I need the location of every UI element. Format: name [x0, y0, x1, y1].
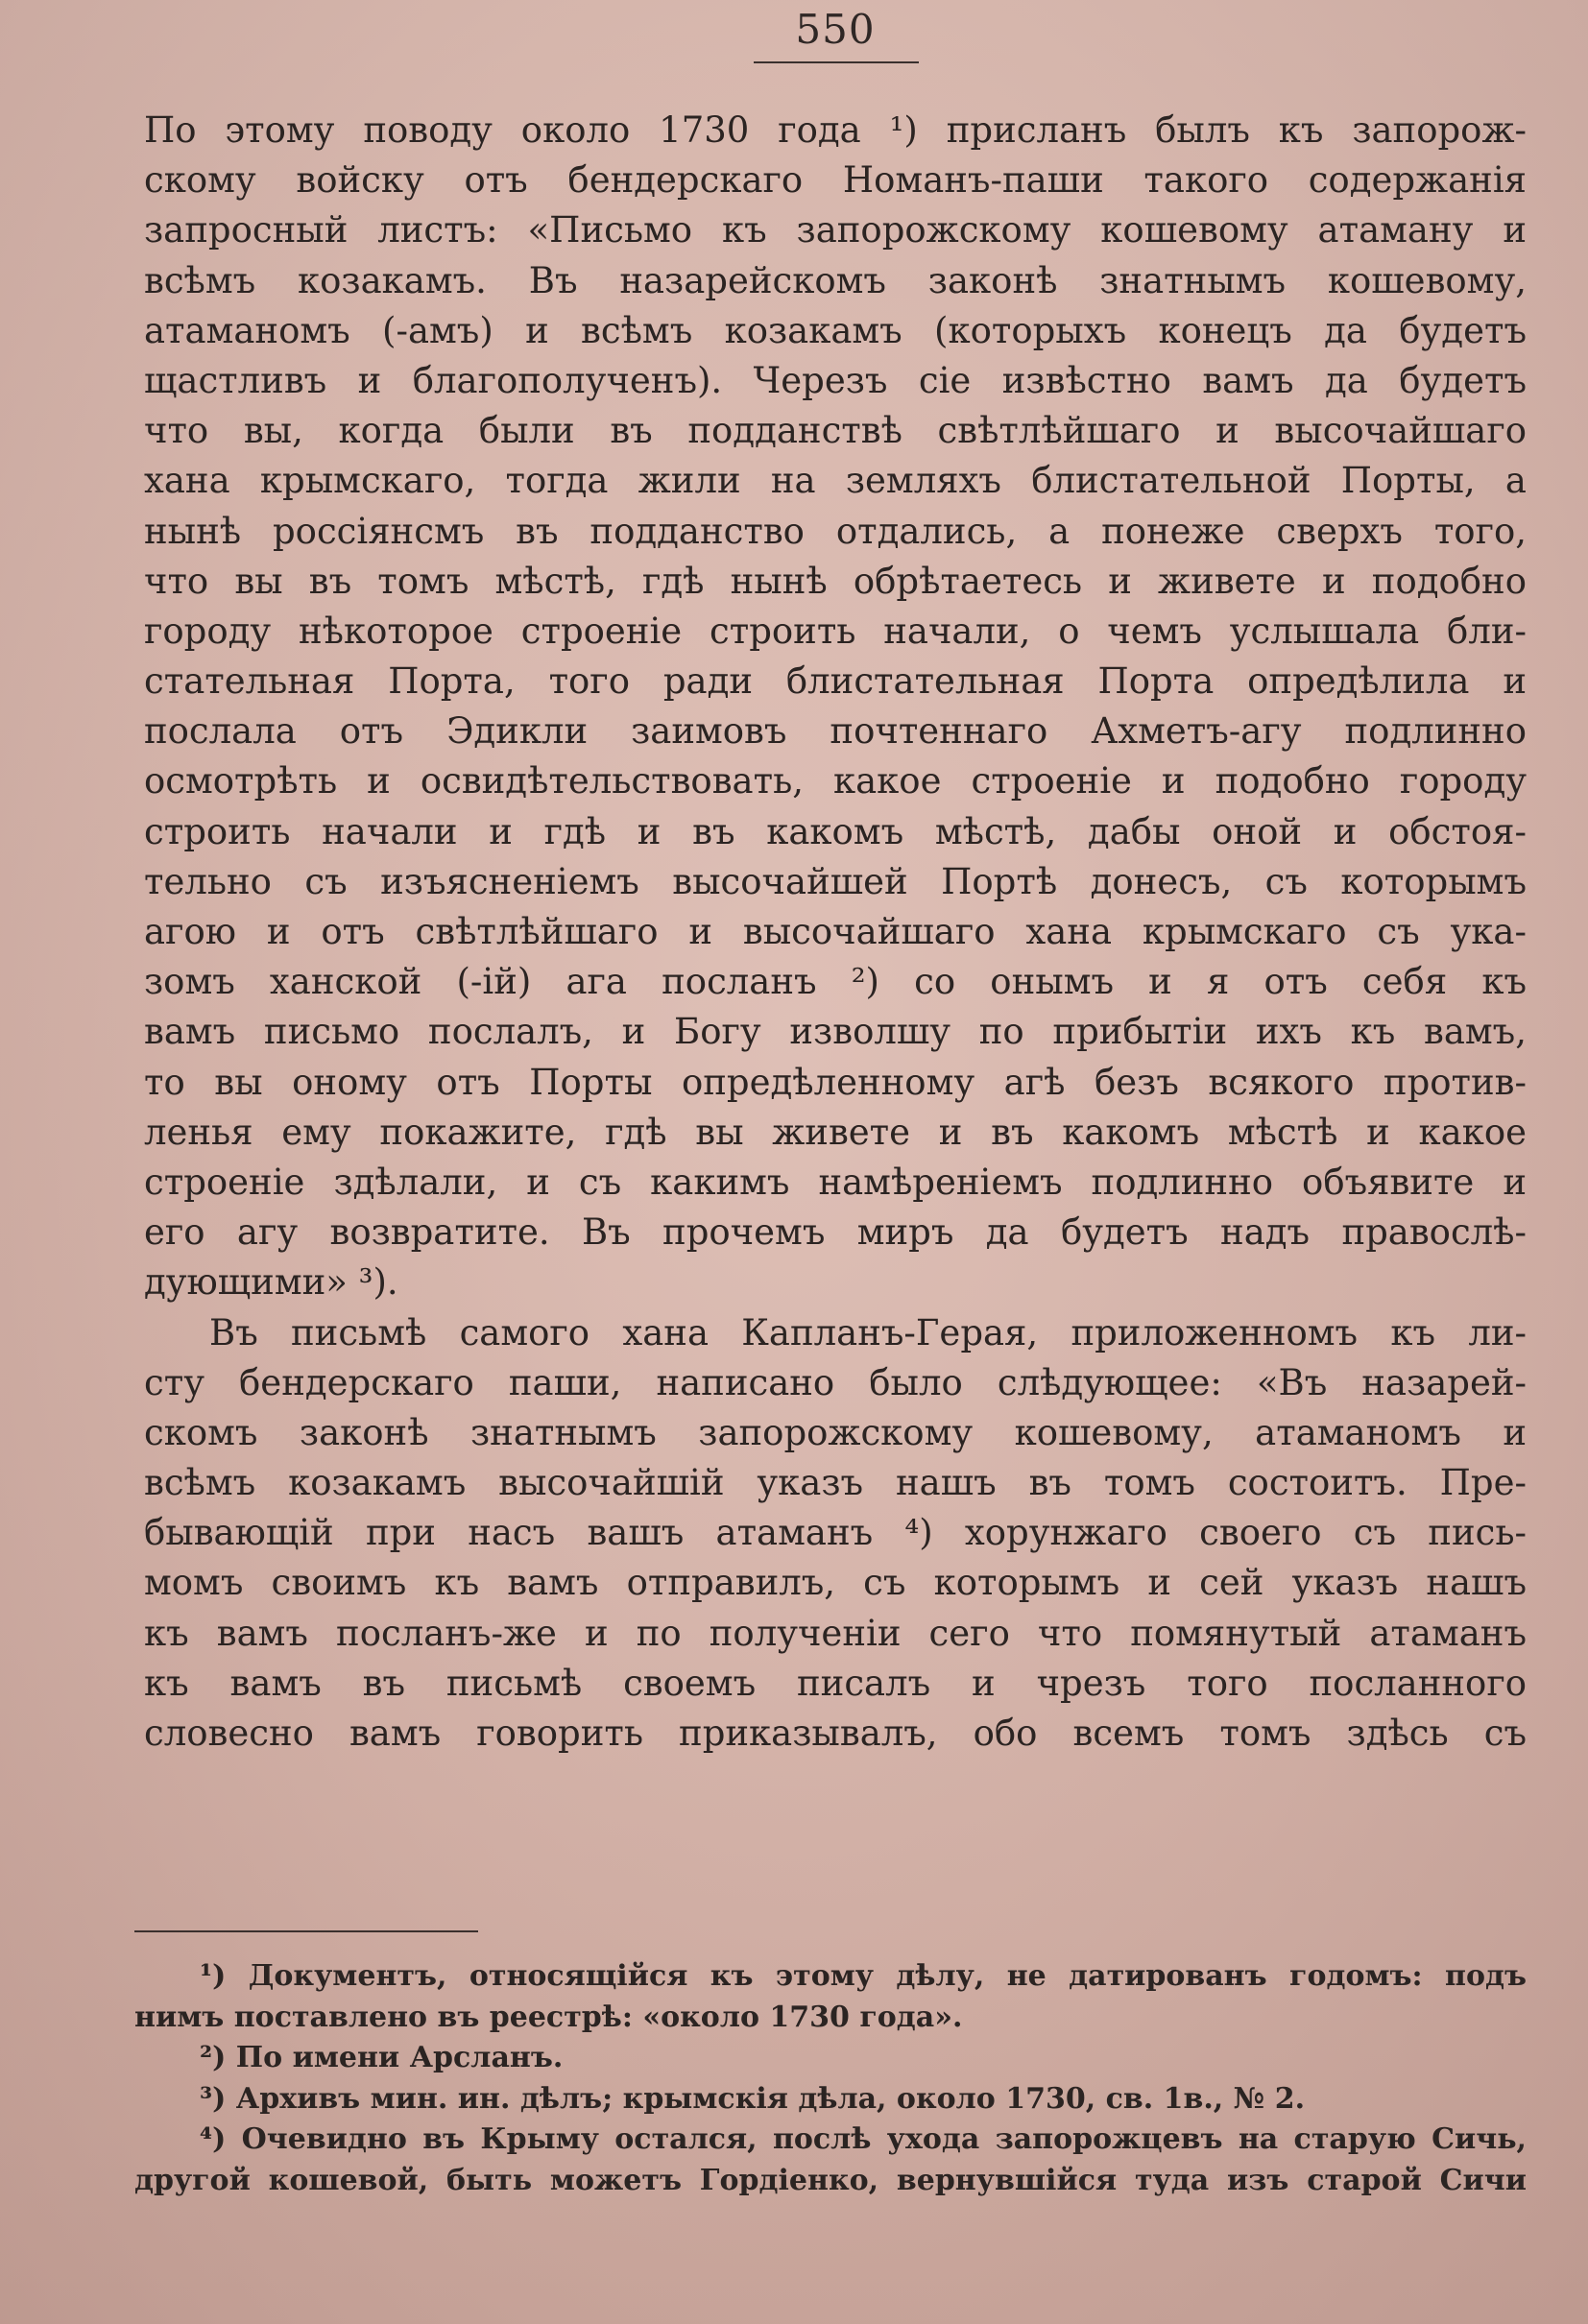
body-line: нынѣ россіянсмъ въ подданство отдались, а понеже сверхъ того,: [144, 510, 1527, 552]
body-line: строить начали и гдѣ и въ какомъ мѣстѣ, дабы оной и обстоя-: [144, 810, 1527, 852]
body-line: всѣмъ козакамъ. Въ назарейскомъ законѣ знатнымъ кошевому,: [144, 259, 1527, 301]
body-line: хана крымскаго, тогда жили на земляхъ блистательной Порты, а: [144, 460, 1527, 502]
body-line: дующими» ³).: [144, 1261, 398, 1304]
body-line: атаманомъ (-амъ) и всѣмъ козакамъ (которыхъ конецъ да будетъ: [144, 309, 1527, 351]
body-line: осмотрѣть и освидѣтельствовать, какое строеніе и подобно городу: [144, 760, 1527, 803]
body-line: щастливъ и благополученъ). Черезъ сіе извѣстно вамъ да будетъ: [144, 359, 1527, 401]
body-line: послала отъ Эдикли заимовъ почтеннаго Ахметъ-агу подлинно: [144, 710, 1527, 753]
body-line: ленья ему покажите, гдѣ вы живете и въ какомъ мѣстѣ и какое: [144, 1111, 1527, 1153]
body-line: тельно съ изъясненіемъ высочайшей Портѣ донесъ, съ которымъ: [144, 860, 1527, 902]
body-line: что вы, когда были въ подданствѣ свѣтлѣйшаго и высочайшаго: [144, 410, 1527, 452]
body-line: Въ письмѣ самого хана Капланъ-Герая, приложенномъ къ ли-: [209, 1311, 1527, 1354]
header-rule: [754, 61, 919, 63]
body-line: запросный листъ: «Письмо къ запорожскому кошевому атаману и: [144, 209, 1527, 252]
body-line: По этому поводу около 1730 года ¹) присланъ былъ къ запорож-: [144, 109, 1527, 151]
footnote-line: ⁴) Очевидно въ Крыму остался, послѣ ухода запорожцевъ на старую Сичь,: [200, 2122, 1527, 2156]
body-line: его агу возвратите. Въ прочемъ миръ да будетъ надъ правослѣ-: [144, 1211, 1527, 1254]
footnote-line: ³) Архивъ мин. ин. дѣлъ; крымскія дѣла, около 1730, св. 1в., № 2.: [200, 2081, 1306, 2116]
body-line: бывающій при насъ вашъ атаманъ ⁴) хорунжаго своего съ пись-: [144, 1512, 1527, 1554]
footnote-line: нимъ поставлено въ реестрѣ: «около 1730 года».: [134, 2000, 963, 2034]
body-line: къ вамъ посланъ-же и по полученіи сего что помянутый атаманъ: [144, 1612, 1527, 1654]
body-line: то вы оному отъ Порты опредѣленному агѣ безъ всякого против-: [144, 1061, 1527, 1103]
footnote-line: ²) По имени Арсланъ.: [200, 2041, 564, 2074]
body-line: сту бендерскаго паши, написано было слѣдующее: «Въ назарей-: [144, 1361, 1527, 1403]
body-line: городу нѣкоторое строеніе строить начали, о чемъ услышала бли-: [144, 610, 1527, 652]
body-line: строеніе здѣлали, и съ какимъ намѣреніемъ подлинно объявите и: [144, 1161, 1527, 1203]
body-line: зомъ ханской (-ій) ага посланъ ²) со онымъ и я отъ себя къ: [144, 961, 1527, 1003]
body-line: вамъ письмо послалъ, и Богу изволшу по прибытіи ихъ къ вамъ,: [144, 1011, 1527, 1053]
body-line: всѣмъ козакамъ высочайшій указъ нашъ въ томъ состоитъ. Пре-: [144, 1462, 1527, 1504]
footnotes: [134, 1956, 1527, 2201]
footnote-line: ¹) Документъ, относящійся къ этому дѣлу, не датированъ годомъ: подъ: [200, 1959, 1527, 1993]
body-line: скомъ законѣ знатнымъ запорожскому кошевому, атаманомъ и: [144, 1411, 1527, 1453]
page-number: 550: [795, 6, 876, 53]
footnote-line: другой кошевой, быть можетъ Гордіенко, вернувшійся туда изъ старой Сичи: [134, 2163, 1527, 2197]
footnote-rule: [134, 1930, 478, 1932]
body-line: скому войску отъ бендерскаго Номанъ-паши такого содержанія: [144, 159, 1527, 202]
body-line: къ вамъ въ письмѣ своемъ писалъ и чрезъ того посланного: [144, 1662, 1527, 1704]
body-line: стательная Порта, того ради блистательная Порта опредѣлила и: [144, 660, 1527, 703]
body-text: [144, 106, 1527, 1759]
body-line: агою и отъ свѣтлѣйшаго и высочайшаго хана крымскаго съ ука-: [144, 911, 1527, 952]
body-line: что вы въ томъ мѣстѣ, гдѣ нынѣ обрѣтаетесь и живете и подобно: [144, 560, 1527, 602]
body-line: момъ своимъ къ вамъ отправилъ, съ которымъ и сей указъ нашъ: [144, 1562, 1527, 1604]
body-line: словесно вамъ говорить приказывалъ, обо всемъ томъ здѣсь съ: [144, 1713, 1527, 1754]
